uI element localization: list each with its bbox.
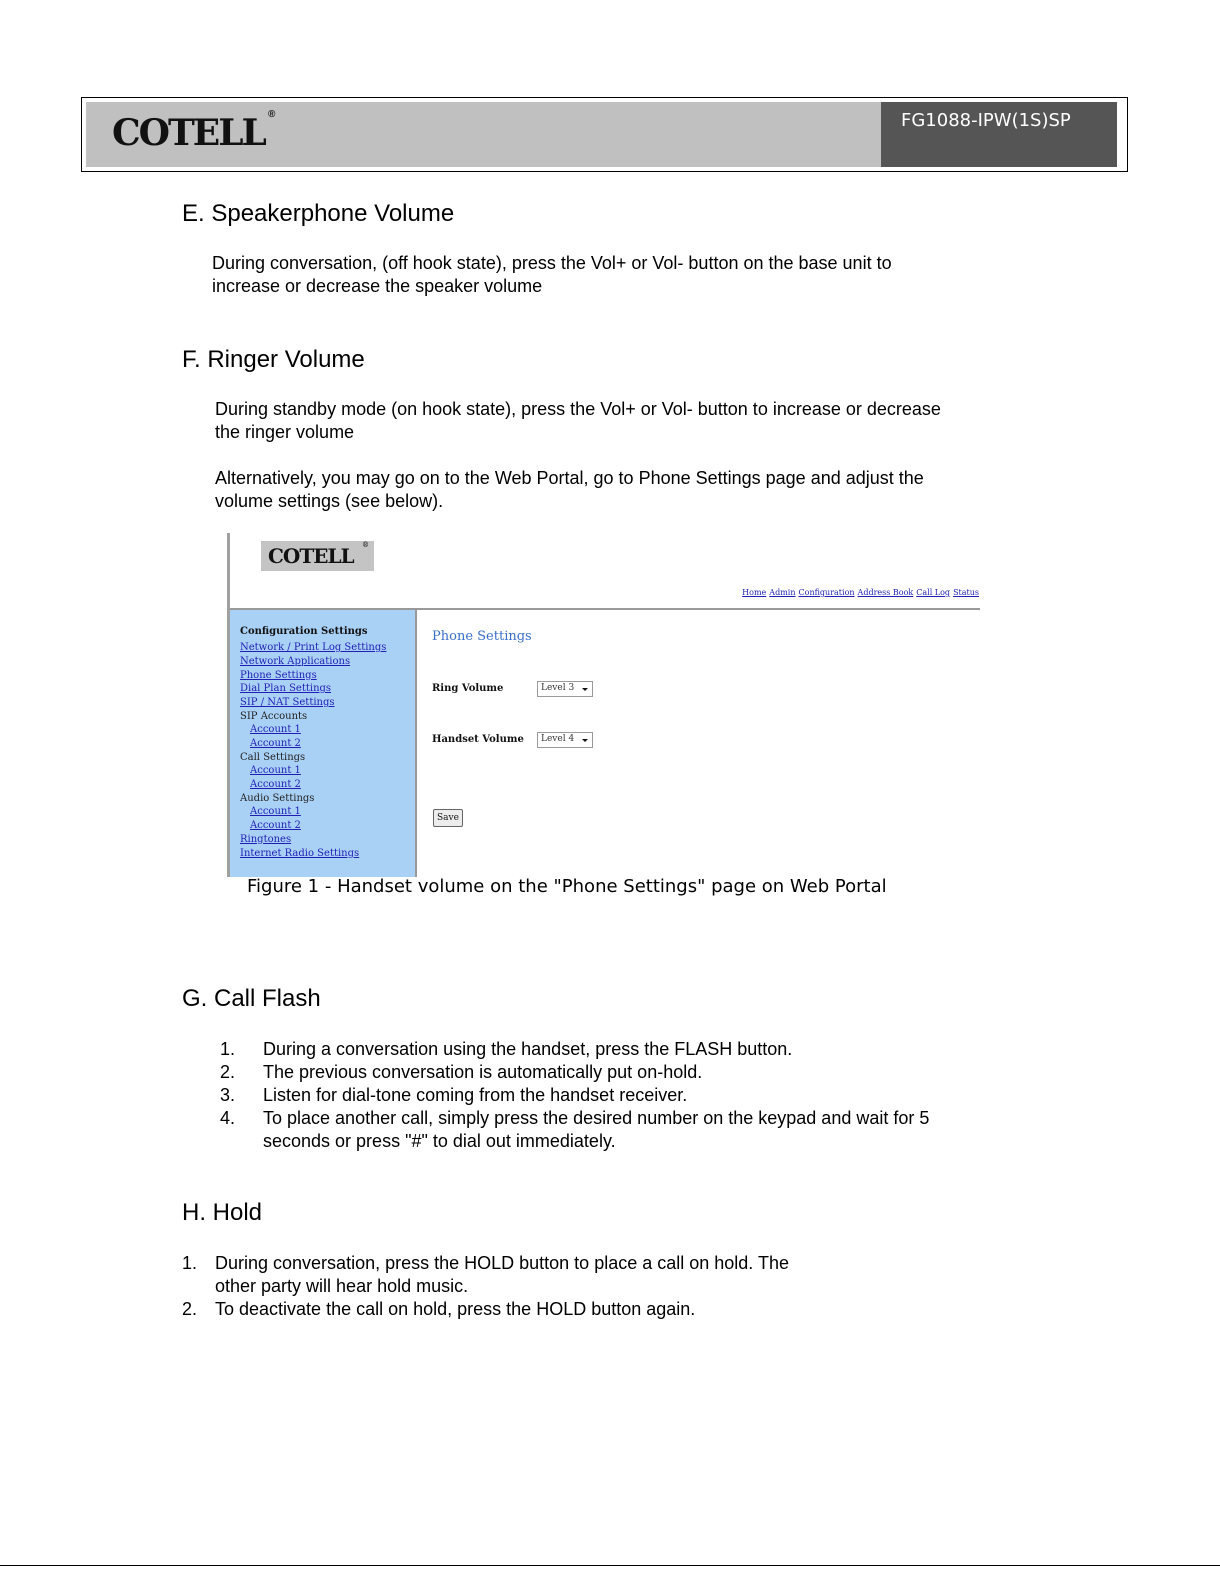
section-f-para1-line-2: the ringer volume — [215, 422, 355, 442]
model-number: FG1088-IPW(1S)SP — [901, 110, 1071, 131]
section-f-title: F. Ringer Volume — [182, 346, 365, 373]
list-text: The previous conversation is automatically put on-hold. — [263, 1062, 703, 1082]
sidebar-item-audio-account-2[interactable]: Account 2 — [250, 820, 301, 831]
section-g-title: G. Call Flash — [182, 985, 321, 1012]
ring-volume-select[interactable] — [537, 681, 593, 697]
sidebar-item-sip-nat[interactable]: SIP / NAT Settings — [240, 697, 335, 708]
list-text: Listen for dial-tone coming from the handset receiver. — [263, 1085, 688, 1105]
sidebar-item-internet-radio[interactable]: Internet Radio Settings — [240, 848, 360, 859]
figure-caption: Figure 1 - Handset volume on the "Phone Settings" page on Web Portal — [247, 876, 887, 897]
sidebar-group-sip-accounts: SIP Accounts — [240, 711, 308, 722]
list-number: 3. — [220, 1085, 236, 1105]
list-text-continued: seconds or press "#" to dial out immediately. — [263, 1131, 616, 1151]
sidebar-item-call-account-1[interactable]: Account 1 — [250, 765, 301, 776]
sidebar-item-network-print-log[interactable]: Network / Print Log Settings — [240, 642, 387, 653]
nav-link-status[interactable]: Status — [953, 588, 979, 597]
portal-logo-text: COTELL — [268, 544, 354, 568]
list-text: To deactivate the call on hold, press the HOLD button again. — [215, 1299, 696, 1319]
page-bottom-rule — [0, 1565, 1220, 1566]
ring-volume-label: Ring Volume — [432, 683, 504, 694]
handset-volume-label: Handset Volume — [432, 734, 524, 745]
portal-divider — [417, 608, 980, 610]
model-box — [881, 102, 1117, 167]
sidebar-item-phone-settings[interactable]: Phone Settings — [240, 670, 317, 681]
list-text: During a conversation using the handset, press the FLASH button. — [263, 1039, 793, 1059]
section-e-line-2: increase or decrease the speaker volume — [212, 276, 543, 296]
nav-link-call-log[interactable]: Call Log — [916, 588, 951, 597]
portal-sidebar — [230, 610, 415, 877]
section-e-title: E. Speakerphone Volume — [182, 200, 455, 227]
handset-volume-select[interactable] — [537, 732, 593, 748]
sidebar-item-sip-account-2[interactable]: Account 2 — [250, 738, 301, 749]
section-f-para1-line-1: During standby mode (on hook state), press the Vol+ or Vol- button to increase or decrease — [215, 399, 941, 419]
sidebar-item-audio-account-1[interactable]: Account 1 — [250, 806, 301, 817]
ring-volume-value: Level 3 — [541, 683, 575, 693]
list-number: 2. — [220, 1062, 236, 1082]
portal-top-nav — [739, 588, 979, 597]
web-portal-screenshot — [227, 533, 983, 877]
section-f-para2-line-2: volume settings (see below). — [215, 491, 444, 511]
portal-logo — [261, 541, 374, 571]
nav-link-home[interactable]: Home — [742, 588, 767, 597]
sidebar-group-call-settings: Call Settings — [240, 752, 306, 763]
save-button[interactable]: Save — [433, 809, 463, 827]
list-number: 2. — [182, 1299, 198, 1319]
list-number: 1. — [220, 1039, 236, 1059]
list-text-continued: other party will hear hold music. — [215, 1276, 469, 1296]
sidebar-item-sip-account-1[interactable]: Account 1 — [250, 724, 301, 735]
cotell-logo: COTELL — [112, 112, 265, 154]
nav-link-configuration[interactable]: Configuration — [798, 588, 855, 597]
sidebar-title: Configuration Settings — [240, 626, 368, 637]
list-number: 1. — [182, 1253, 198, 1273]
sidebar-group-audio-settings: Audio Settings — [240, 793, 315, 804]
section-h-title: H. Hold — [182, 1199, 263, 1226]
portal-vertical-divider — [415, 608, 417, 877]
section-e-line-1: During conversation, (off hook state), press the Vol+ or Vol- button on the base unit to — [212, 253, 892, 273]
portal-logo-mark: ® — [362, 541, 369, 549]
page-header — [81, 97, 1128, 172]
sidebar-item-dial-plan[interactable]: Dial Plan Settings — [240, 683, 332, 694]
list-text: To place another call, simply press the desired number on the keypad and wait for 5 — [263, 1108, 930, 1128]
nav-link-admin[interactable]: Admin — [769, 588, 796, 597]
nav-link-address-book[interactable]: Address Book — [857, 588, 914, 597]
chevron-down-icon — [582, 688, 588, 691]
registered-mark: ® — [268, 109, 276, 120]
list-text: During conversation, press the HOLD button to place a call on hold. The — [215, 1253, 789, 1273]
list-number: 4. — [220, 1108, 236, 1128]
header-band — [86, 102, 1117, 167]
sidebar-item-ringtones[interactable]: Ringtones — [240, 834, 292, 845]
section-f-para2-line-1: Alternatively, you may go on to the Web Portal, go to Phone Settings page and adjust the — [215, 468, 924, 488]
phone-settings-title: Phone Settings — [432, 629, 532, 644]
sidebar-item-call-account-2[interactable]: Account 2 — [250, 779, 301, 790]
chevron-down-icon — [582, 739, 588, 742]
handset-volume-value: Level 4 — [541, 734, 575, 744]
sidebar-item-network-applications[interactable]: Network Applications — [240, 656, 351, 667]
